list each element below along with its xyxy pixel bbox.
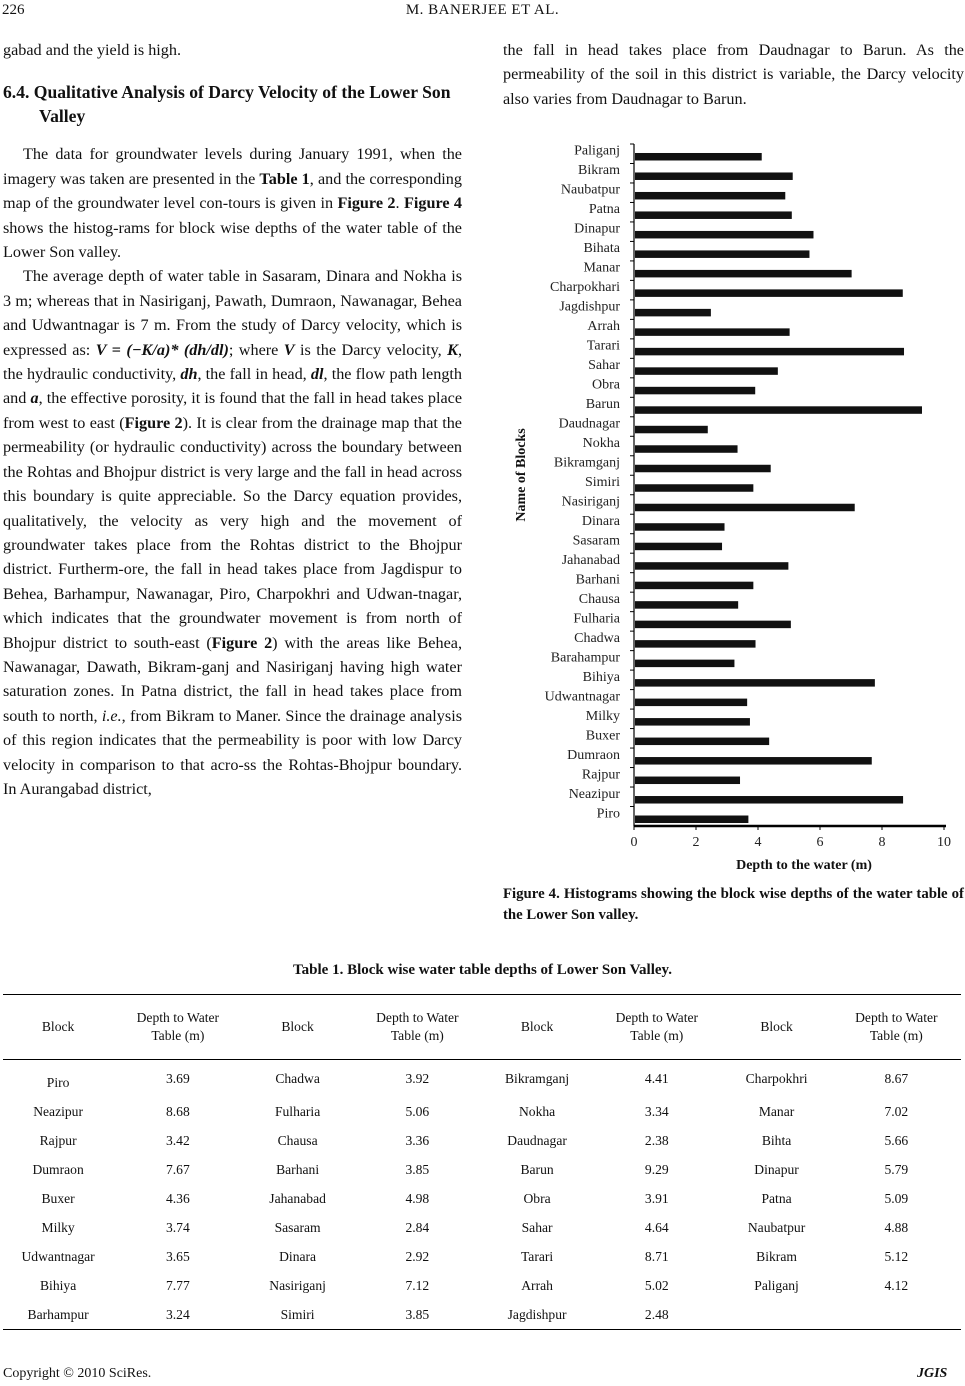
depth-cell: 4.41 bbox=[644, 1070, 669, 1086]
right-paragraph: the fall in head takes place from Daudnagar to Barun. As the permeability of the soil in this district is variable, the Darcy velocity also varies from Daudnagar to Barun. bbox=[503, 41, 964, 108]
bar bbox=[635, 387, 755, 395]
depth-cell: 3.92 bbox=[405, 1070, 430, 1086]
block-cell: Bikram bbox=[756, 1248, 797, 1264]
text-run: ; where bbox=[228, 340, 284, 359]
depth-cell: 4.98 bbox=[405, 1190, 430, 1206]
category-label: Sahar bbox=[588, 358, 620, 374]
bar bbox=[635, 153, 762, 161]
text-run: is the Darcy velocity, bbox=[294, 340, 448, 359]
table-row bbox=[3, 1060, 961, 1098]
depth-cell: 7.02 bbox=[884, 1103, 909, 1119]
page-header bbox=[0, 0, 965, 26]
figure-ref: Figure 2 bbox=[124, 413, 183, 432]
block-cell: Arrah bbox=[521, 1277, 553, 1293]
symbol-dh: dh bbox=[180, 365, 198, 384]
journal-name: JGIS bbox=[917, 1366, 948, 1381]
text-run: , the hydraulic conductivity, bbox=[3, 340, 462, 384]
depth-cell: 2.84 bbox=[405, 1219, 430, 1235]
block-cell: Obra bbox=[523, 1190, 551, 1206]
block-cell: Tarari bbox=[520, 1248, 554, 1264]
depth-cell: 2.38 bbox=[644, 1132, 669, 1148]
header-depth: Depth to Water Table (m) bbox=[832, 995, 961, 1060]
block-cell: Charpokhri bbox=[745, 1070, 808, 1086]
table-row bbox=[3, 1155, 961, 1184]
category-label: Neazipur bbox=[568, 786, 620, 802]
text-run: , the flow path length and bbox=[3, 365, 463, 408]
block-cell: Fulharia bbox=[274, 1103, 321, 1119]
table-body bbox=[3, 1060, 961, 1330]
depth-cell: 3.36 bbox=[405, 1132, 430, 1148]
category-label: Jagdishpur bbox=[559, 299, 620, 315]
block-cell: Bikramganj bbox=[504, 1070, 570, 1086]
block-cell: Piro bbox=[46, 1074, 70, 1090]
category-label: Nasiriganj bbox=[561, 494, 620, 510]
depth-cell: 4.12 bbox=[884, 1277, 909, 1293]
block-cell: Simiri bbox=[242, 1300, 352, 1330]
ie-abbrev: i.e. bbox=[101, 706, 122, 725]
block-cell: Jahanabad bbox=[269, 1190, 326, 1206]
bar bbox=[635, 270, 852, 278]
bar bbox=[635, 465, 771, 473]
depth-cell: 7.67 bbox=[165, 1161, 190, 1177]
category-label: Jahanabad bbox=[561, 552, 620, 568]
category-label: Dinara bbox=[581, 513, 620, 529]
table-row bbox=[3, 1242, 961, 1271]
depth-cell: 3.74 bbox=[165, 1219, 190, 1235]
category-label: Simiri bbox=[584, 475, 620, 490]
block-cell: Paliganj bbox=[754, 1277, 799, 1293]
header-depth: Depth to Water Table (m) bbox=[592, 995, 721, 1060]
table-row bbox=[3, 1213, 961, 1242]
figure-ref: Figure 4 bbox=[403, 194, 463, 213]
bar bbox=[635, 328, 790, 336]
block-cell: Dinapur bbox=[754, 1161, 799, 1177]
category-label: Bihata bbox=[583, 241, 620, 257]
bar bbox=[635, 426, 708, 434]
category-label: Daudnagar bbox=[558, 416, 620, 432]
bar bbox=[635, 289, 903, 297]
depth-cell: 3.24 bbox=[113, 1300, 242, 1330]
depth-cell: 4.88 bbox=[884, 1219, 909, 1235]
block-cell: Barun bbox=[520, 1161, 554, 1177]
figure-ref: Figure 2 bbox=[337, 194, 396, 213]
symbol-v: V bbox=[283, 340, 295, 359]
text-run: . bbox=[395, 194, 404, 213]
x-tick-label: 2 bbox=[692, 835, 700, 850]
x-tick-label: 6 bbox=[816, 835, 824, 850]
page-number: 226 bbox=[2, 2, 25, 18]
block-cell: Sasaram bbox=[274, 1219, 321, 1235]
block-cell: Patna bbox=[761, 1190, 792, 1206]
bar bbox=[635, 250, 809, 258]
block-cell: Manar bbox=[758, 1103, 795, 1119]
bar bbox=[635, 757, 872, 765]
category-label: Piro bbox=[596, 806, 620, 822]
text-run: , and the corresponding map of the groundwater level con-tours is given in bbox=[3, 169, 462, 213]
block-cell: Naubatpur bbox=[747, 1219, 806, 1235]
depth-cell: 4.36 bbox=[165, 1190, 190, 1206]
darcy-equation: V = (−K/a)* (dh/dl) bbox=[95, 340, 229, 359]
bar bbox=[635, 192, 785, 200]
bar bbox=[635, 816, 748, 824]
table-row bbox=[3, 1126, 961, 1155]
text-run: shows the histog-rams for block wise depths of the water table of the Lower Son valley. bbox=[3, 218, 462, 262]
block-cell: Sahar bbox=[521, 1219, 553, 1235]
x-tick-label: 0 bbox=[630, 835, 638, 850]
block-cell: Bihta bbox=[761, 1132, 792, 1148]
depth-cell: 9.29 bbox=[644, 1161, 669, 1177]
depth-cell: 5.79 bbox=[884, 1161, 909, 1177]
category-label: Fulharia bbox=[573, 611, 620, 627]
depth-cell: 8.71 bbox=[644, 1248, 669, 1264]
category-label: Milky bbox=[585, 708, 620, 724]
bar bbox=[635, 484, 753, 492]
depth-cell: 4.64 bbox=[644, 1219, 669, 1235]
bar bbox=[635, 679, 875, 687]
x-tick-label: 8 bbox=[878, 835, 886, 850]
block-cell: Dinara bbox=[279, 1248, 317, 1264]
table-row bbox=[3, 1300, 961, 1330]
category-label: Patna bbox=[588, 202, 620, 218]
category-label: Obra bbox=[592, 377, 620, 393]
category-label: Manar bbox=[583, 260, 620, 276]
bar bbox=[635, 718, 750, 726]
depth-cell: 3.69 bbox=[165, 1070, 190, 1086]
bar bbox=[635, 699, 747, 707]
text-run: , the fall in head, bbox=[197, 365, 311, 384]
intro-line: gabad and the yield is high. bbox=[3, 41, 182, 59]
bar bbox=[635, 406, 922, 414]
category-label: Buxer bbox=[585, 728, 620, 744]
bar bbox=[635, 309, 711, 317]
depth-cell bbox=[832, 1300, 961, 1330]
text-run: The average depth of water table in Sasaram, Dinara and Nokha is 3 m; whereas that in Nasiriganj, Pawath, Dumraon, Nawanagar, Behea and Udwantnagar is 7 m. From the study of Darcy velocity, which is expressed as: bbox=[3, 267, 462, 359]
block-cell bbox=[721, 1300, 831, 1330]
block-cell: Nasiriganj bbox=[269, 1277, 326, 1293]
header-block: Block bbox=[242, 995, 352, 1060]
bar bbox=[635, 543, 722, 551]
water-table-depths bbox=[3, 994, 961, 1330]
bar bbox=[635, 445, 738, 453]
category-label: Dumraon bbox=[567, 747, 620, 763]
table-row bbox=[3, 1184, 961, 1213]
category-label: Paliganj bbox=[574, 143, 620, 159]
bar bbox=[635, 231, 813, 239]
table-caption: Table 1. Block wise water table depths of Lower Son Valley. bbox=[293, 962, 672, 978]
table-row bbox=[3, 1097, 961, 1126]
paragraph-1 bbox=[3, 142, 462, 264]
category-label: Dinapur bbox=[574, 221, 620, 237]
bar bbox=[635, 504, 855, 512]
bar bbox=[635, 562, 788, 570]
depth-cell: 2.92 bbox=[405, 1248, 430, 1264]
figure-4 bbox=[503, 136, 965, 876]
section-heading: 6.4. Qualitative Analysis of Darcy Velocity of the Lower Son Valley bbox=[3, 82, 451, 127]
depth-cell: 2.48 bbox=[592, 1300, 721, 1330]
category-label: Naubatpur bbox=[560, 182, 620, 198]
running-title: M. BANERJEE ET AL. bbox=[405, 2, 560, 18]
header-block: Block bbox=[482, 995, 592, 1060]
depth-cell: 7.77 bbox=[165, 1277, 190, 1293]
table-ref: Table 1 bbox=[259, 169, 310, 188]
bar bbox=[635, 211, 792, 219]
figure-caption: Figure 4. Histograms showing the block wise depths of the water table of the Lower Son valley. bbox=[503, 886, 964, 923]
right-column bbox=[503, 38, 964, 111]
category-label: Bikram bbox=[578, 163, 620, 179]
category-label: Rajpur bbox=[581, 767, 620, 783]
bar bbox=[635, 601, 738, 609]
depth-cell: 3.85 bbox=[405, 1161, 430, 1177]
category-label: Tarari bbox=[586, 338, 620, 354]
figure-ref: Figure 2 bbox=[211, 633, 273, 652]
block-cell: Buxer bbox=[41, 1190, 75, 1206]
category-label: Chadwa bbox=[574, 630, 620, 646]
block-cell: Bihiya bbox=[39, 1277, 77, 1293]
block-cell: Neazipur bbox=[33, 1103, 84, 1119]
depth-cell: 5.66 bbox=[884, 1132, 909, 1148]
bar bbox=[635, 172, 793, 180]
symbol-k: K bbox=[447, 340, 458, 359]
table-header-row bbox=[3, 995, 961, 1060]
bar bbox=[635, 777, 740, 785]
x-tick-label: 10 bbox=[937, 835, 951, 850]
bar bbox=[635, 660, 734, 668]
block-cell: Udwantnagar bbox=[21, 1248, 95, 1264]
bar bbox=[635, 796, 903, 804]
bar bbox=[635, 582, 753, 590]
depth-cell: 3.91 bbox=[644, 1190, 669, 1206]
block-cell: Nokha bbox=[518, 1103, 556, 1119]
block-cell: Milky bbox=[41, 1219, 75, 1235]
depth-cell: 5.06 bbox=[405, 1103, 430, 1119]
block-cell: Rajpur bbox=[39, 1132, 77, 1148]
bar-chart bbox=[503, 136, 965, 876]
header-block: Block bbox=[3, 995, 113, 1060]
bar bbox=[635, 640, 756, 648]
text-run: , the effective porosity, it is found that the fall in head takes place from west to east ( bbox=[3, 389, 462, 432]
bar bbox=[635, 348, 904, 356]
header-depth: Depth to Water Table (m) bbox=[353, 995, 482, 1060]
block-cell: Barhani bbox=[276, 1161, 320, 1177]
bar bbox=[635, 367, 778, 375]
category-label: Udwantnagar bbox=[544, 689, 620, 705]
header-depth: Depth to Water Table (m) bbox=[113, 995, 242, 1060]
depth-cell: 8.67 bbox=[884, 1070, 909, 1086]
depth-cell: 3.85 bbox=[353, 1300, 482, 1330]
text-run: ) with the areas like Behea, Nawanagar, Dawath, Bikram-ganj and Nasiriganj having high water saturation zones. In Patna district, the fall in head takes place from south to north, bbox=[3, 633, 462, 725]
x-axis-label: Depth to the water (m) bbox=[736, 858, 872, 873]
category-label: Arrah bbox=[587, 319, 620, 335]
bar bbox=[635, 621, 791, 629]
category-label: Nokha bbox=[582, 436, 620, 452]
bar bbox=[635, 523, 725, 531]
block-cell: Dumraon bbox=[32, 1161, 84, 1177]
symbol-dl: dl bbox=[310, 365, 324, 384]
category-label: Charpokhari bbox=[550, 280, 620, 296]
x-tick-label: 4 bbox=[754, 835, 762, 850]
depth-cell: 8.68 bbox=[165, 1103, 190, 1119]
depth-cell: 3.42 bbox=[165, 1132, 190, 1148]
category-label: Barhani bbox=[575, 572, 620, 588]
depth-cell: 3.65 bbox=[165, 1248, 190, 1264]
table-row bbox=[3, 1271, 961, 1300]
block-cell: Daudnagar bbox=[507, 1132, 567, 1148]
y-axis-label: Name of Blocks bbox=[514, 428, 529, 522]
block-cell: Chausa bbox=[277, 1132, 318, 1148]
depth-cell: 3.34 bbox=[644, 1103, 669, 1119]
block-cell: Jagdishpur bbox=[482, 1300, 592, 1330]
category-label: Barun bbox=[585, 397, 620, 413]
text-run: , from Bikram to Maner. Since the drainage analysis of this region indicates that the permeability is poor with low Darcy velocity in comparison to that acro-ss the Rohtas-Bhojpur boundary. In Aurangabad district, bbox=[3, 706, 462, 798]
category-label: Sasaram bbox=[572, 533, 620, 549]
block-cell: Chadwa bbox=[275, 1070, 320, 1086]
copyright-notice: Copyright © 2010 SciRes. bbox=[3, 1366, 152, 1381]
depth-cell: 5.02 bbox=[644, 1277, 669, 1293]
category-label: Bihiya bbox=[582, 669, 620, 685]
block-cell: Barhampur bbox=[3, 1300, 113, 1330]
left-column bbox=[3, 38, 462, 801]
bar bbox=[635, 738, 769, 746]
category-label: Barahampur bbox=[550, 650, 620, 666]
text-run: The data for groundwater levels during January 1991, when the imagery was taken are presented in the bbox=[3, 145, 462, 188]
depth-cell: 5.12 bbox=[884, 1248, 909, 1264]
text-run: ). It is clear from the drainage map that the permeability (or hydraulic conductivity) across the boundary between the Rohtas and Bhojpur district is very large and the fall in head across this boundary is quite appreciable. So the Darcy equation provides, qualitatively, the velocity as very high and the movement of groundwater takes place from the Rohtas district to the Bhojpur district. Furtherm-ore, the fall in head takes place from Jagdispur to Behea, Barhampur, Nawanagar, Piro, Charpokhri and Udwan-tnagar, which indicates that the groundwater movement is from north of Bhojpur district to south-east ( bbox=[3, 413, 462, 652]
depth-cell: 5.09 bbox=[884, 1190, 909, 1206]
depth-cell: 7.12 bbox=[405, 1277, 430, 1293]
symbol-a: a bbox=[30, 389, 39, 408]
paragraph-2 bbox=[3, 264, 462, 801]
category-label: Bikramganj bbox=[553, 455, 620, 471]
header-block: Block bbox=[721, 995, 831, 1060]
category-label: Chausa bbox=[578, 591, 620, 607]
